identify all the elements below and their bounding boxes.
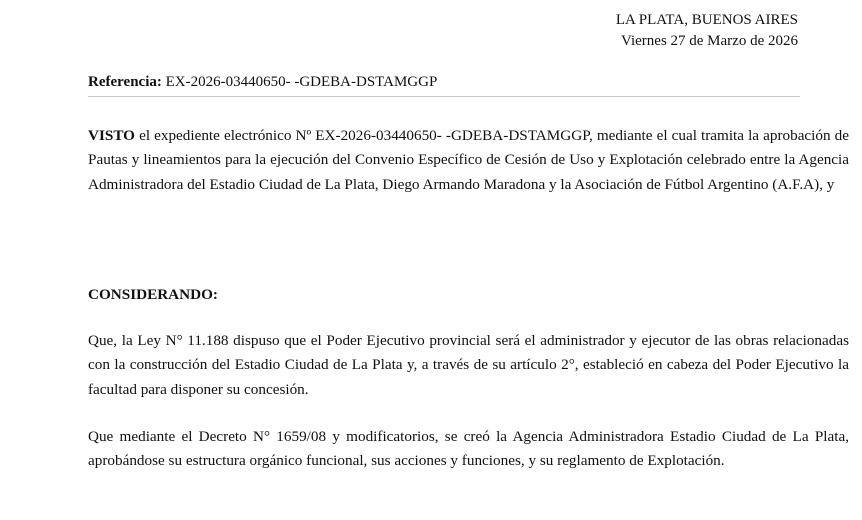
reference-value: EX-2026-03440650- -GDEBA-DSTAMGGP bbox=[161, 74, 438, 90]
visto-paragraph bbox=[88, 124, 849, 197]
reference-label: Referencia: bbox=[88, 74, 162, 90]
considerando-heading: CONSIDERANDO: bbox=[88, 286, 218, 303]
paragraph-decreto: Que mediante el Decreto N° 1659/08 y modificatorios, se creó la Agencia Administradora Estadio Ciudad de La Plata, aprobándose su estructura orgánico funcional, sus acciones y funciones, y su reglamento de Explotación. bbox=[88, 428, 849, 470]
reference-divider bbox=[88, 96, 800, 97]
visto-text: el expediente electrónico Nº EX-2026-03440650- -GDEBA-DSTAMGGP, mediante el cual tramita la aprobación de Pautas y lineamientos para la ejecución del Convenio Específico de Cesión de Uso y Explotación celebrado entre la Agencia Administradora del Estadio Ciudad de La Plata, Diego Armando Maradona y la Asociación de Fútbol Argentino (A.F.A), y bbox=[88, 127, 849, 193]
reference-line bbox=[88, 72, 437, 92]
visto-label: VISTO bbox=[88, 127, 135, 144]
document-header bbox=[616, 10, 798, 52]
header-date: Viernes 27 de Marzo de 2026 bbox=[621, 33, 798, 49]
paragraph-ley: Que, la Ley N° 11.188 dispuso que el Poder Ejecutivo provincial será el administrador y ejecutor de las obras relacionadas con la construcción del Estadio Ciudad de La Plata y, a través de su artículo 2°, estableció en cabeza del Poder Ejecutivo la facultad para disponer su concesión. bbox=[88, 332, 849, 398]
header-location: LA PLATA, BUENOS AIRES bbox=[615, 12, 798, 28]
